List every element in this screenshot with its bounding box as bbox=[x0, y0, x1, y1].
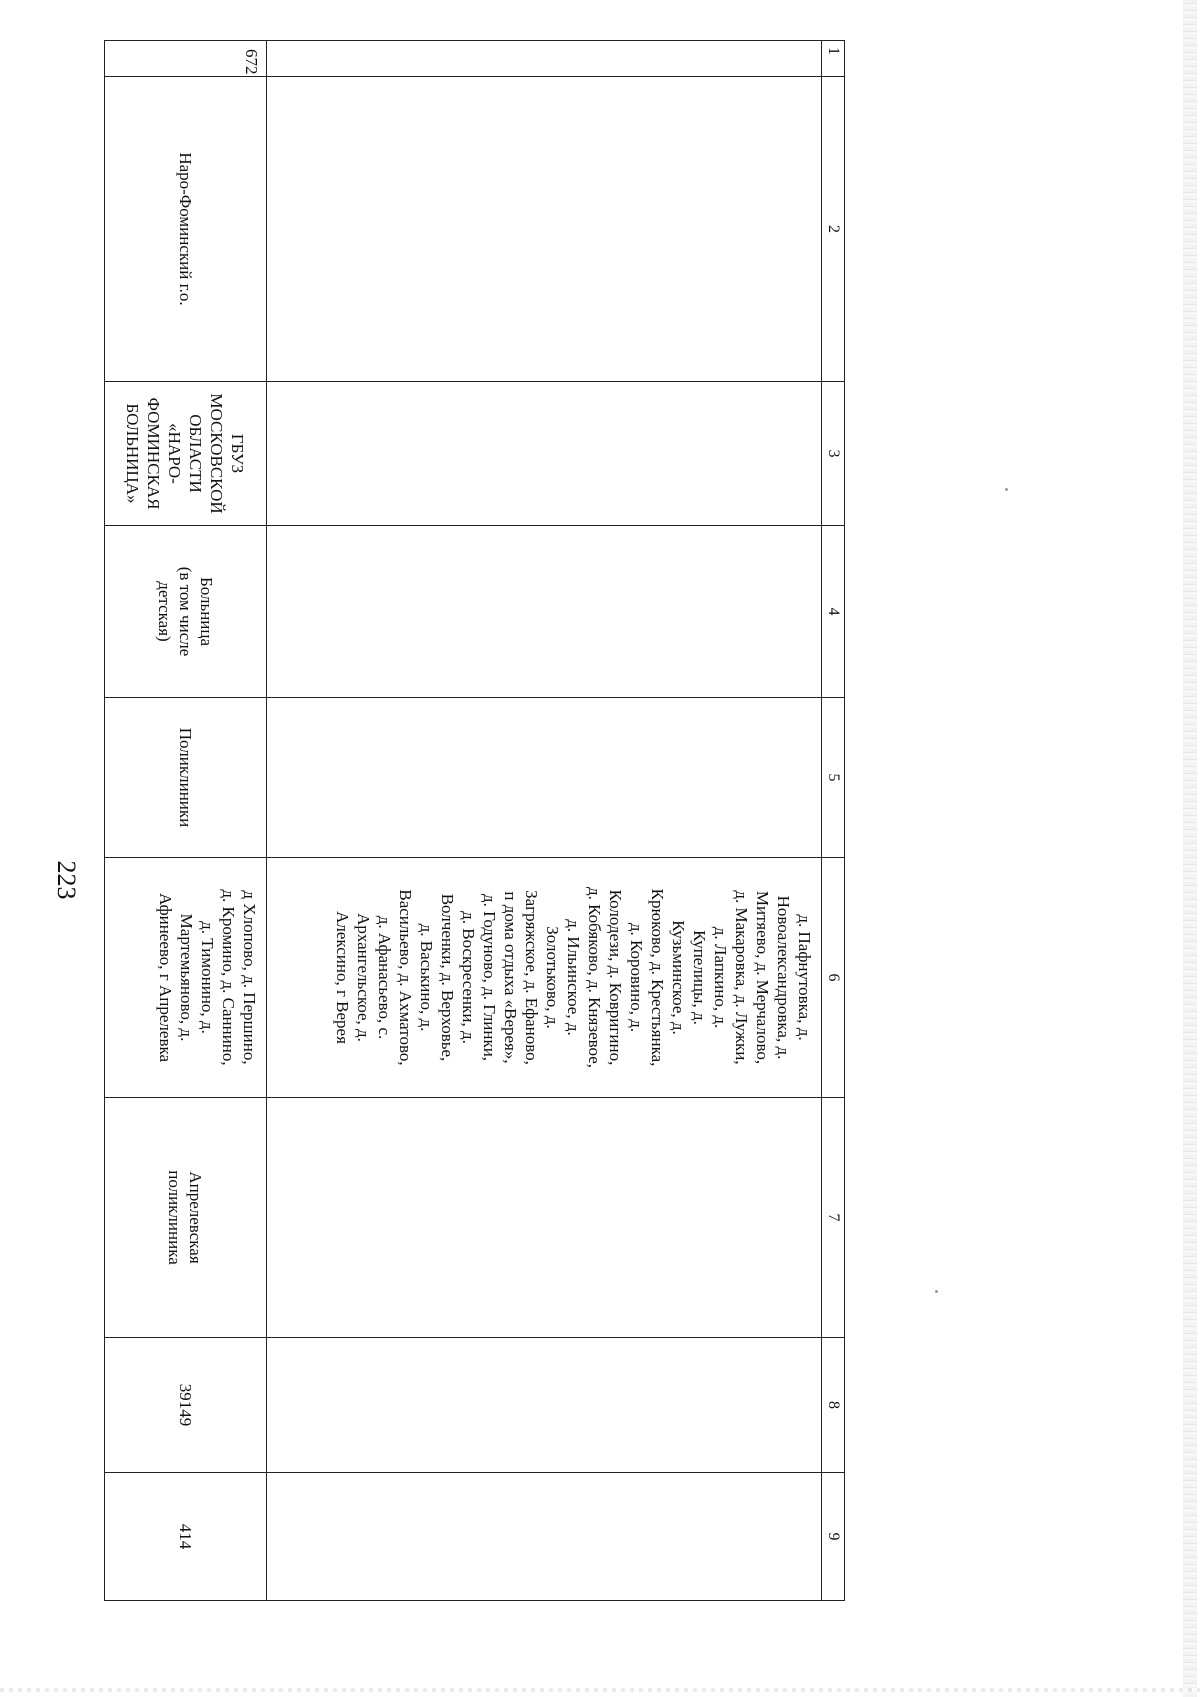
scan-speck bbox=[935, 1290, 938, 1293]
facility-type-cell: Больница (в том числе детская) bbox=[105, 526, 267, 698]
clinic-name-cell bbox=[267, 1098, 822, 1338]
column-header-4: 4 bbox=[822, 526, 845, 698]
served-addresses-cell: д. Пафнутовка, д. Новоалександровка, д. Митяево, д. Мерчалово, д. Макаровка, д. Лужки, д. Лапкино, д. Купелицы, д. Кузьминское, д. Крюково, д. Крестьянка, д. Коровино, д. Колодези, д. Ковригино, д. Кобяково, д. Князевое, д. Ильинское, д. Золотьково, д. Загряжское, д. Ефаново, п дома отдыха «Верея», д. Годуново, д. Глинки, д. Воскресенки, д. Волченки, д. Верховье, д. Васькино, д. Васильево, д. Ахматово, д. Афанасьево, с. Архангельское, д. Алексино, г Верея bbox=[267, 858, 822, 1098]
subdivision-type-cell bbox=[267, 698, 822, 858]
organization-cell bbox=[267, 382, 822, 526]
clinic-name-cell: Апрелевская поликлиника bbox=[105, 1098, 267, 1338]
district-cell bbox=[267, 77, 822, 382]
column-header-6: 6 bbox=[822, 858, 845, 1098]
scan-bottom-edge bbox=[0, 1688, 1200, 1692]
organization-cell: ГБУЗ МОСКОВСКОЙ ОБЛАСТИ «НАРО- ФОМИНСКАЯ БОЛЬНИЦА» bbox=[105, 382, 267, 526]
count-cell: 414 bbox=[105, 1473, 267, 1601]
page-number: 223 bbox=[52, 860, 81, 900]
district-cell: Наро-Фоминский г.о. bbox=[105, 77, 267, 382]
population-cell: 39149 bbox=[105, 1338, 267, 1473]
subdivision-type-cell: Поликлиники bbox=[105, 698, 267, 858]
population-cell bbox=[267, 1338, 822, 1473]
scan-edge bbox=[1183, 0, 1197, 1697]
column-header-8: 8 bbox=[822, 1338, 845, 1473]
scan-speck bbox=[1005, 488, 1008, 491]
served-addresses-cell: д Хлопово, д. Першино, д. Кромино, д. Саннино, д. Тимонино, д. Мартемьяново, д. Афинеево, г Апрелевка bbox=[105, 858, 267, 1098]
column-header-3: 3 bbox=[822, 382, 845, 526]
column-header-9: 9 bbox=[822, 1473, 845, 1601]
table-row bbox=[105, 41, 267, 1601]
count-cell bbox=[267, 1473, 822, 1601]
row-number-cell bbox=[267, 41, 822, 77]
clinic-assignment-table bbox=[104, 40, 845, 1601]
column-header-7: 7 bbox=[822, 1098, 845, 1338]
table-row bbox=[267, 41, 822, 1601]
row-number-cell: 672 bbox=[105, 41, 267, 77]
rotated-table-sheet bbox=[120, 40, 845, 1600]
column-header-5: 5 bbox=[822, 698, 845, 858]
column-number-row bbox=[822, 41, 845, 1601]
column-header-2: 2 bbox=[822, 77, 845, 382]
column-header-1: 1 bbox=[822, 41, 845, 77]
facility-type-cell bbox=[267, 526, 822, 698]
